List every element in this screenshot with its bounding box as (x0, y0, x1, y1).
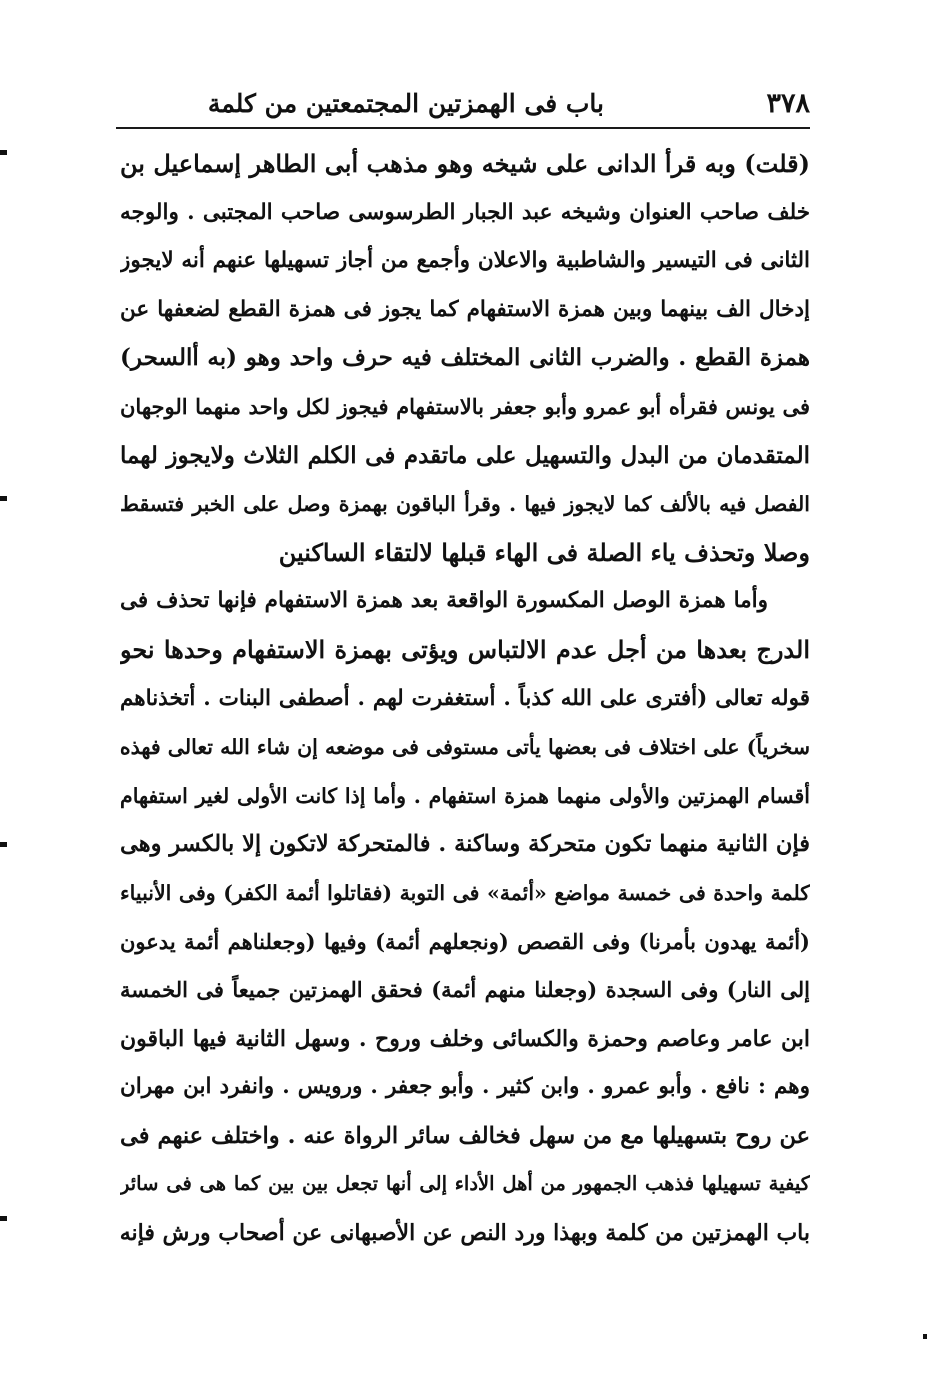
text-line: عن روح بتسهيلها مع من سهل فخالف سائر الرواة عنه . واختلف عنهم فى (120, 1122, 810, 1149)
text-line: ابن عامر وعاصم وحمزة والكسائى وخلف وروح . وسهل الثانية فيها الباقون (120, 1025, 810, 1052)
text-line: الثانى فى التيسير والشاطبية والاعلان وأجمع من أجاز تسهيلها عنهم أنه لايجوز (120, 248, 810, 274)
text-line: كيفية تسهيلها فذهب الجمهور من أهل الأداء إلى أنها تجعل بين بين كما هى فى سائر (120, 1172, 810, 1196)
scan-margin-mark (0, 496, 7, 501)
text-line: إدخال الف بينهما وبين همزة الاستفهام كما يجوز فى همزة القطع لضعفها عن (120, 296, 810, 322)
running-title: باب فى الهمزتين المجتمعتين من كلمة (207, 89, 604, 118)
text-line: باب الهمزتين من كلمة وبهذا ورد النص عن الأصبهانى عن أصحاب ورش فإنه (120, 1220, 810, 1247)
text-line: خلف صاحب العنوان وشيخه عبد الجبار الطرسوسى صاحب المجتبى . والوجه (120, 199, 810, 225)
header-rule (116, 127, 810, 129)
text-line: فإن الثانية منهما تكون متحركة وساكنة . فالمتحركة لاتكون إلا بالكسر وهى (120, 831, 810, 858)
scan-margin-mark (923, 1334, 927, 1339)
text-line: وهم : نافع . وأبو عمرو . وابن كثير . وأبو جعفر . ورويس . وانفرد ابن مهران (120, 1074, 810, 1100)
text-line: قوله تعالى (أفترى على الله كذباً . أستغفرت لهم . أصطفى البنات . أتخذناهم (120, 685, 810, 711)
scan-margin-mark (0, 842, 7, 847)
text-line: (قلت) وبه قرأ الدانى على شيخه وهو مذهب أبى الطاهر إسماعيل بن (120, 149, 810, 178)
page-header (116, 82, 810, 128)
scan-margin-mark (0, 150, 7, 155)
text-line: الدرج بعدها من أجل عدم الالتباس ويؤتى بهمزة الاستفهام وحدها نحو (120, 634, 810, 664)
text-line: أقسام الهمزتين والأولى منهما همزة استفهام . وأما إذا كانت الأولى لغير استفهام (120, 783, 810, 808)
text-line: وأما همزة الوصل المكسورة الواقعة بعد همزة الاستفهام فإنها تحذف فى (120, 588, 768, 614)
text-line: المتقدمان من البدل والتسهيل على ماتقدم فى الكلم الثلاث ولايجوز لهما (120, 441, 810, 469)
text-line: سخرياً) على اختلاف فى بعضها يأتى مستوفى فى موضعه إن شاء الله تعالى فهذه (120, 735, 810, 760)
text-line: همزة القطع . والضرب الثانى المختلف فيه حرف واحد وهو (به أالسحر) (120, 344, 810, 372)
text-line: وصلا وتحذف ياء الصلة فى الهاء قبلها لالتقاء الساكنين (278, 537, 810, 567)
text-line: الفصل فيه بالألف كما لايجوز فيها . وقرأ الباقون بهمزة وصل على الخبر فتسقط (120, 492, 810, 517)
body-text (120, 140, 810, 1258)
text-line: (أئمة يهدون بأمرنا) وفى القصص (ونجعلهم أئمة) وفيها (وجعلناهم أئمة يدعون (120, 928, 810, 954)
page-number: ٣٧٨ (766, 88, 810, 119)
text-line: فى يونس فقرأه أبو عمرو وأبو جعفر بالاستفهام فيجوز لكل واحد منهما الوجهان (120, 393, 810, 419)
text-line: كلمة واحدة فى خمسة مواضع «أئمة» فى التوبة (فقاتلوا أئمة الكفر) وفى الأنبياء (120, 880, 810, 905)
text-line: إلى النار) وفى السجدة (وجعلنا منهم أئمة) فحقق الهمزتين جميعاً فى الخمسة (120, 977, 810, 1003)
scan-margin-mark (0, 1216, 7, 1221)
